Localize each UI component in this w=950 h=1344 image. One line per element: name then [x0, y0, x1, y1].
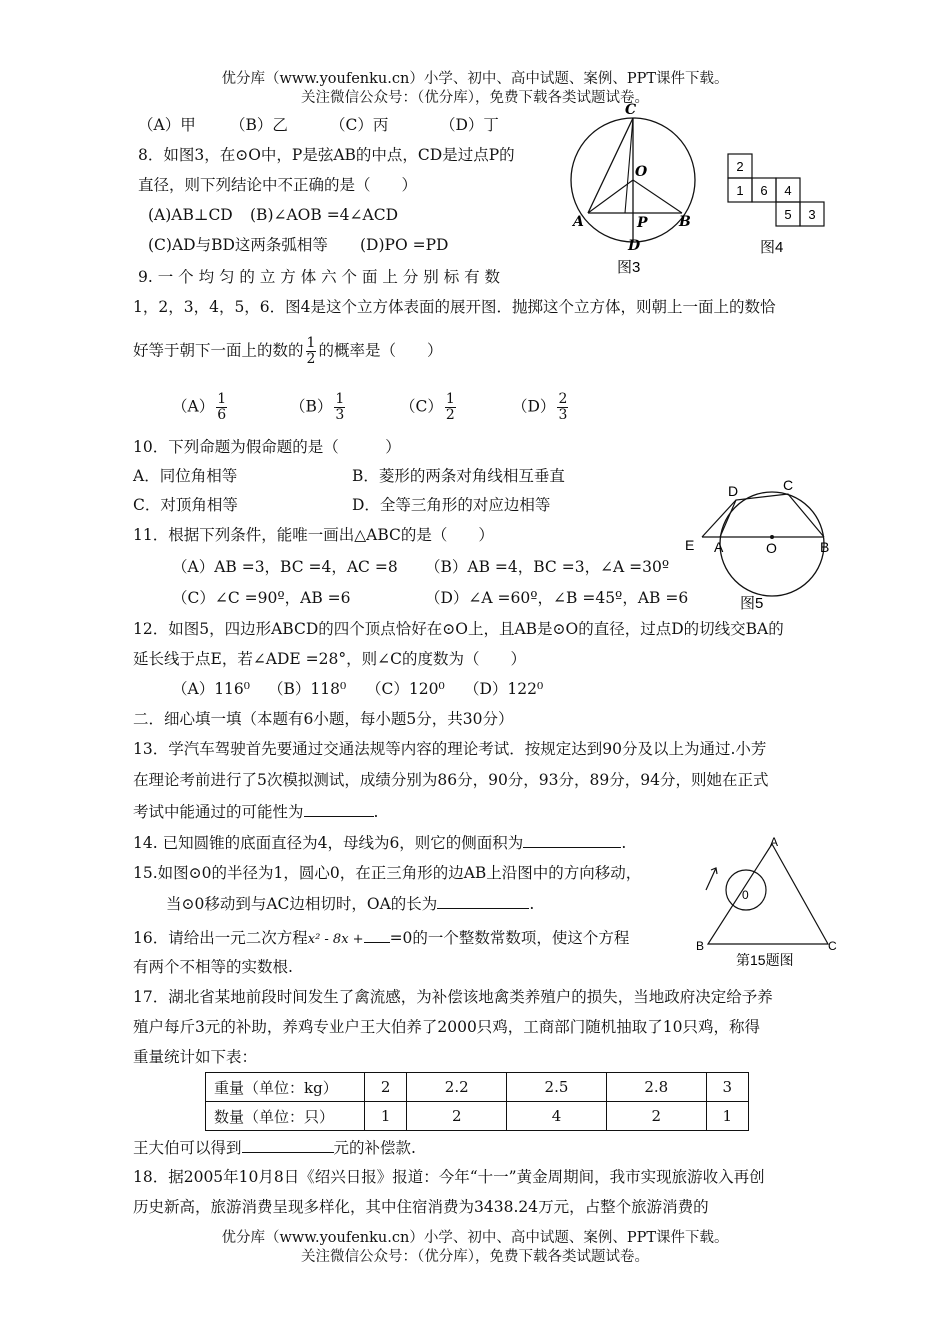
figure-4-cube-net — [720, 148, 835, 268]
fig4-cell-6: 6 — [760, 183, 768, 198]
q17-answer-blank[interactable] — [242, 1136, 334, 1153]
q18-line1: 18．据2005年10月8日《绍兴日报》报道：今年“十一”黄金周期间，我市实现旅游收入再创 — [133, 1168, 765, 1186]
table-cell: 2 — [407, 1102, 507, 1131]
q16-line1: 16．请给出一元二次方程x² - 8x + =0的一个整数常数项，使这个方程 — [133, 926, 629, 951]
q13-line2: 在理论考前进行了5次模拟测试，成绩分别为86分，90分，93分，89分，94分，则她在正式 — [133, 771, 769, 789]
q16-answer-blank[interactable] — [364, 926, 390, 943]
table-row — [206, 1102, 749, 1131]
fig5-label-d: D — [728, 483, 739, 499]
q10-option-b: B．菱形的两条对角线相互垂直 — [352, 467, 565, 485]
q17-weight-table — [205, 1072, 749, 1131]
q17-after-table: 王大伯可以得到 元的补偿款. — [133, 1136, 416, 1159]
q8-stem-line2: 直径，则下列结论中不正确的是（ ） — [138, 176, 418, 194]
q7-option-d: （D）丁 — [440, 116, 499, 134]
q10-option-d: D．全等三角形的对应边相等 — [352, 496, 551, 514]
q15-line1: 15.如图⊙0的半径为1，圆心0，在正三角形的边AB上沿图中的方向移动， — [133, 864, 642, 882]
q16-equation: x² - 8x + — [307, 932, 364, 947]
fig3-label-a: A — [573, 214, 584, 230]
q17-line3: 重量统计如下表： — [133, 1048, 258, 1066]
table-cell: 2.8 — [606, 1073, 706, 1102]
fig15-caption: 第15题图 — [736, 952, 794, 968]
q9-stem-line2: 1，2，3，4，5，6．图4是这个立方体表面的展开图．抛掷这个立方体，则朝上一面上的数恰 — [133, 298, 776, 316]
q12-option-a: （A）116⁰ — [172, 680, 250, 698]
q18-line2: 历史新高，旅游消费呈现多样化，其中住宿消费为3438.24万元，占整个旅游消费的 — [133, 1198, 709, 1216]
fig15-label-c: C — [828, 939, 837, 953]
q11-option-c: （C）∠C =90º，AB =6 — [172, 589, 351, 607]
q9-option-a: （A） $\frac{1}{6}$ — [172, 391, 227, 423]
q9-option-d: （D） $\frac{2}{3}$ — [512, 391, 568, 423]
q12-option-b: （B）118⁰ — [268, 680, 347, 698]
q10-option-a: A．同位角相等 — [133, 467, 238, 485]
fig4-cell-5: 5 — [784, 207, 792, 222]
q9-fraction-half: $\frac{1}{2}$ — [306, 335, 316, 367]
q9-stem-line3 — [133, 336, 442, 367]
q12-stem-line1: 12．如图5，四边形ABCD的四个顶点恰好在⊙O上，且AB是⊙O的直径，过点D的切线交BA的 — [133, 620, 784, 638]
table-row — [206, 1073, 749, 1102]
q15-answer-blank[interactable] — [437, 892, 529, 909]
fig4-cell-1: 1 — [736, 183, 744, 198]
table-cell: 2 — [606, 1102, 706, 1131]
q9-option-b: （B） $\frac{1}{3}$ — [290, 391, 345, 423]
section-2-title: 二．细心填一填（本题有6小题，每小题5分，共30分） — [133, 710, 514, 728]
fig3-label-d: D — [628, 238, 641, 254]
q7-option-b: （B）乙 — [230, 116, 288, 134]
q8-option-c: (C)AD与BD这两条弧相等 — [148, 236, 328, 254]
q9-stem-line1: 9. 一 个 均 匀 的 立 方 体 六 个 面 上 分 别 标 有 数 — [138, 268, 501, 286]
q11-option-b: （B）AB =4，BC =3，∠A =30º — [425, 558, 670, 576]
q11-option-a: （A）AB =3，BC =4，AC =8 — [172, 558, 398, 576]
fig5-label-a: A — [714, 539, 724, 555]
q11-stem: 11．根据下列条件，能唯一画出△ABC的是（ ） — [133, 526, 494, 544]
table-cell: 1 — [706, 1102, 748, 1131]
table-head-weight: 重量（单位：kg） — [206, 1073, 365, 1102]
fig3-caption: 图3 — [617, 259, 641, 276]
fig4-cell-3: 3 — [808, 207, 816, 222]
q12-option-c: （C）120⁰ — [366, 680, 445, 698]
fig15-label-a: A — [770, 835, 779, 849]
q8-option-a: (A)AB⊥CD — [148, 206, 233, 224]
q8-stem-line1: 8．如图3，在⊙O中，P是弦AB的中点，CD是过点P的 — [138, 146, 515, 164]
q11-option-d: （D）∠A =60º，∠B =45º，AB =6 — [425, 589, 689, 607]
figure-15-triangle — [690, 834, 840, 974]
figure-5-circle — [680, 472, 840, 612]
table-cell: 3 — [706, 1073, 748, 1102]
fig5-label-c: C — [783, 477, 794, 493]
fig4-cell-2: 2 — [736, 159, 744, 174]
fig3-label-p: P — [637, 215, 648, 231]
fig4-cell-4: 4 — [784, 183, 792, 198]
figure-3-circle — [565, 100, 705, 280]
q10-option-c: C．对顶角相等 — [133, 496, 238, 514]
q15-line2: 当⊙0移动到与AC边相切时，OA的长为 . — [166, 892, 534, 915]
fig15-label-o: 0 — [742, 888, 749, 902]
q12-stem-line2: 延长线于点E，若∠ADE =28°，则∠C的度数为（ ） — [133, 650, 526, 668]
q14-answer-blank[interactable] — [523, 831, 621, 848]
q9-line3-post: 的概率是（ ） — [318, 341, 443, 360]
q13-line3: 考试中能通过的可能性为 . — [133, 800, 378, 823]
fig3-label-c: C — [625, 102, 637, 118]
q13-line1: 13．学汽车驾驶首先要通过交通法规等内容的理论考试．按规定达到90分及以上为通过.小芳 — [133, 740, 767, 758]
fig3-label-o: O — [635, 164, 648, 180]
table-cell: 2 — [365, 1073, 407, 1102]
q10-stem: 10．下列命题为假命题的是（ ） — [133, 438, 401, 456]
fig4-caption: 图4 — [760, 239, 784, 256]
q7-option-c: （C）丙 — [330, 116, 389, 134]
page-footer-line1: 优分库（www.youfenku.cn）小学、初中、高中试题、案例、PPT课件下载。 — [221, 1230, 729, 1246]
q7-option-a: （A）甲 — [138, 116, 196, 134]
page-header-line1: 优分库（www.youfenku.cn）小学、初中、高中试题、案例、PPT课件下载。 — [221, 71, 729, 87]
fig5-label-e: E — [685, 537, 695, 553]
q8-option-b: (B)∠AOB =4∠ACD — [250, 206, 399, 224]
table-cell: 1 — [365, 1102, 407, 1131]
q17-line2: 殖户每斤3元的补助，养鸡专业户王大伯养了2000只鸡，工商部门随机抽取了10只鸡，称得 — [133, 1018, 761, 1036]
q17-line1: 17．湖北省某地前段时间发生了禽流感，为补偿该地禽类养殖户的损失，当地政府决定给予养 — [133, 988, 773, 1006]
q12-option-d: （D）122⁰ — [464, 680, 544, 698]
table-cell: 2.2 — [407, 1073, 507, 1102]
table-cell: 2.5 — [507, 1073, 607, 1102]
q14-line: 14. 已知圆锥的底面直径为4，母线为6，则它的侧面积为 . — [133, 831, 626, 854]
q8-option-d: (D)PO =PD — [360, 236, 449, 254]
page-header-line2: 关注微信公众号：（优分库），免费下载各类试题试卷。 — [301, 90, 649, 106]
fig5-label-o: O — [766, 540, 777, 556]
q16-line2: 有两个不相等的实数根. — [133, 958, 293, 976]
fig5-label-b: B — [820, 539, 830, 555]
table-head-count: 数量（单位：只） — [206, 1102, 365, 1131]
fig3-label-b: B — [679, 214, 691, 230]
fig15-label-b: B — [696, 939, 705, 953]
fig5-caption: 图5 — [740, 595, 764, 612]
page-footer-line2: 关注微信公众号：（优分库），免费下载各类试题试卷。 — [301, 1249, 649, 1265]
table-cell: 4 — [507, 1102, 607, 1131]
q9-line3-pre: 好等于朝下一面上的数的 — [133, 341, 304, 360]
q13-answer-blank[interactable] — [304, 800, 374, 817]
q9-option-c: （C） $\frac{1}{2}$ — [400, 391, 455, 423]
